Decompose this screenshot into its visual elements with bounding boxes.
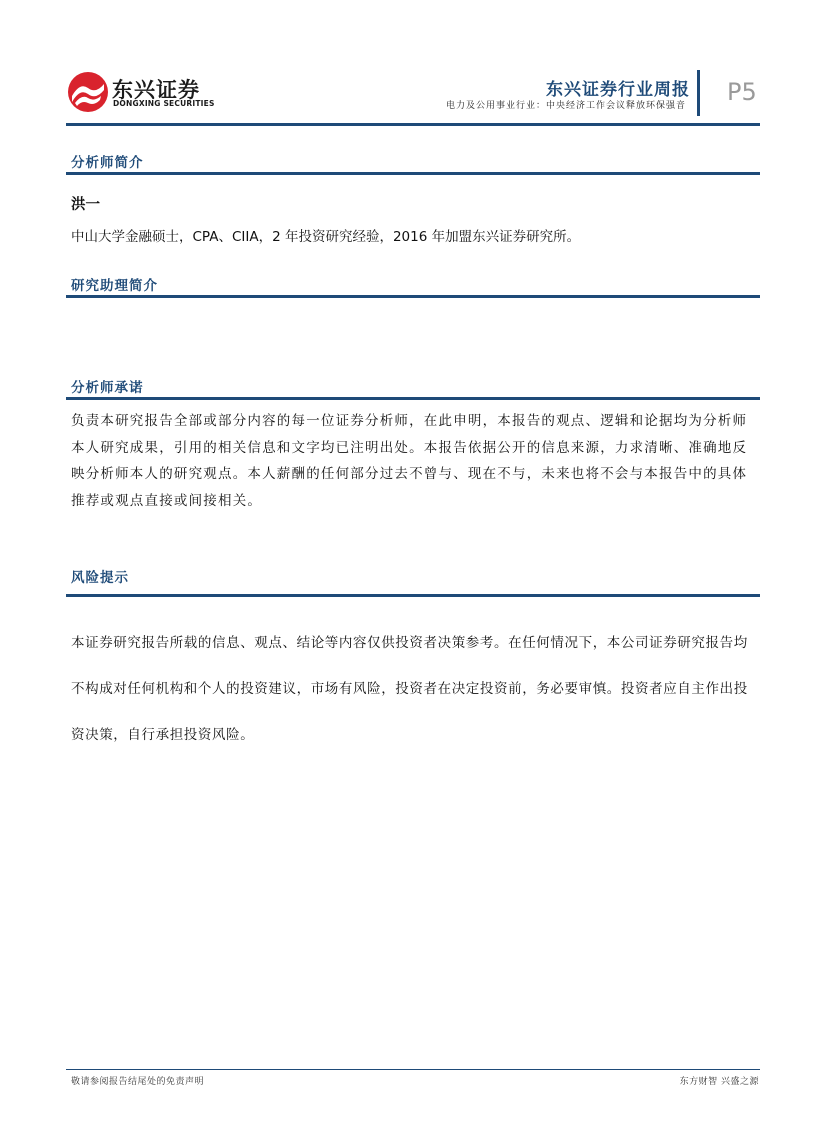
footer-rule: [66, 1069, 760, 1070]
analyst-section-rule: [66, 172, 760, 175]
company-logo: [66, 70, 215, 114]
footer-slogan: 东方财智 兴盛之源: [679, 1077, 759, 1087]
promise-section-title: 分析师承诺: [71, 380, 144, 396]
footer-disclaimer-note: 敬请参阅报告结尾处的免责声明: [71, 1077, 205, 1087]
promise-section-rule: [66, 397, 760, 400]
header-rule: [66, 123, 760, 126]
analyst-bio: 中山大学金融硕士，CPA、CIIA，2 年投资研究经验，2016 年加盟东兴证券研究所。: [71, 229, 581, 245]
assistant-section-rule: [66, 295, 760, 298]
promise-paragraph: 负责本研究报告全部或部分内容的每一位证券分析师，在此申明，本报告的观点、逻辑和论据均为分析师本人研究成果，引用的相关信息和文字均已注明出处。本报告依据公开的信息来源，力求清晰、准确地反映分析师本人的研究观点。本人薪酬的任何部分过去不曾与、现在不与，未来也将不会与本报告中的具体推荐或观点直接或间接相关。: [71, 413, 748, 509]
logo-text: 东兴证券: [112, 78, 200, 102]
header-divider: [697, 70, 700, 116]
assistant-section-title: 研究助理简介: [71, 278, 158, 294]
report-subtitle: 电力及公用事业行业：中央经济工作会议释放环保强音: [445, 101, 686, 111]
risk-section-rule: [66, 594, 760, 597]
analyst-name: 洪一: [71, 197, 100, 213]
page-number: P5: [727, 78, 757, 106]
risk-section-title: 风险提示: [71, 570, 129, 586]
dongxing-logo-icon: [66, 70, 110, 114]
analyst-section-title: 分析师简介: [71, 155, 144, 171]
risk-paragraph: 本证券研究报告所载的信息、观点、结论等内容仅供投资者决策参考。在任何情况下，本公司证券研究报告均不构成对任何机构和个人的投资建议，市场有风险，投资者在决定投资前，务必要审慎。投资者应自主作出投资决策，自行承担投资风险。: [71, 635, 748, 743]
logo-subtext: DONGXING SECURITIES: [113, 99, 215, 108]
report-title: 东兴证券行业周报: [546, 80, 690, 100]
